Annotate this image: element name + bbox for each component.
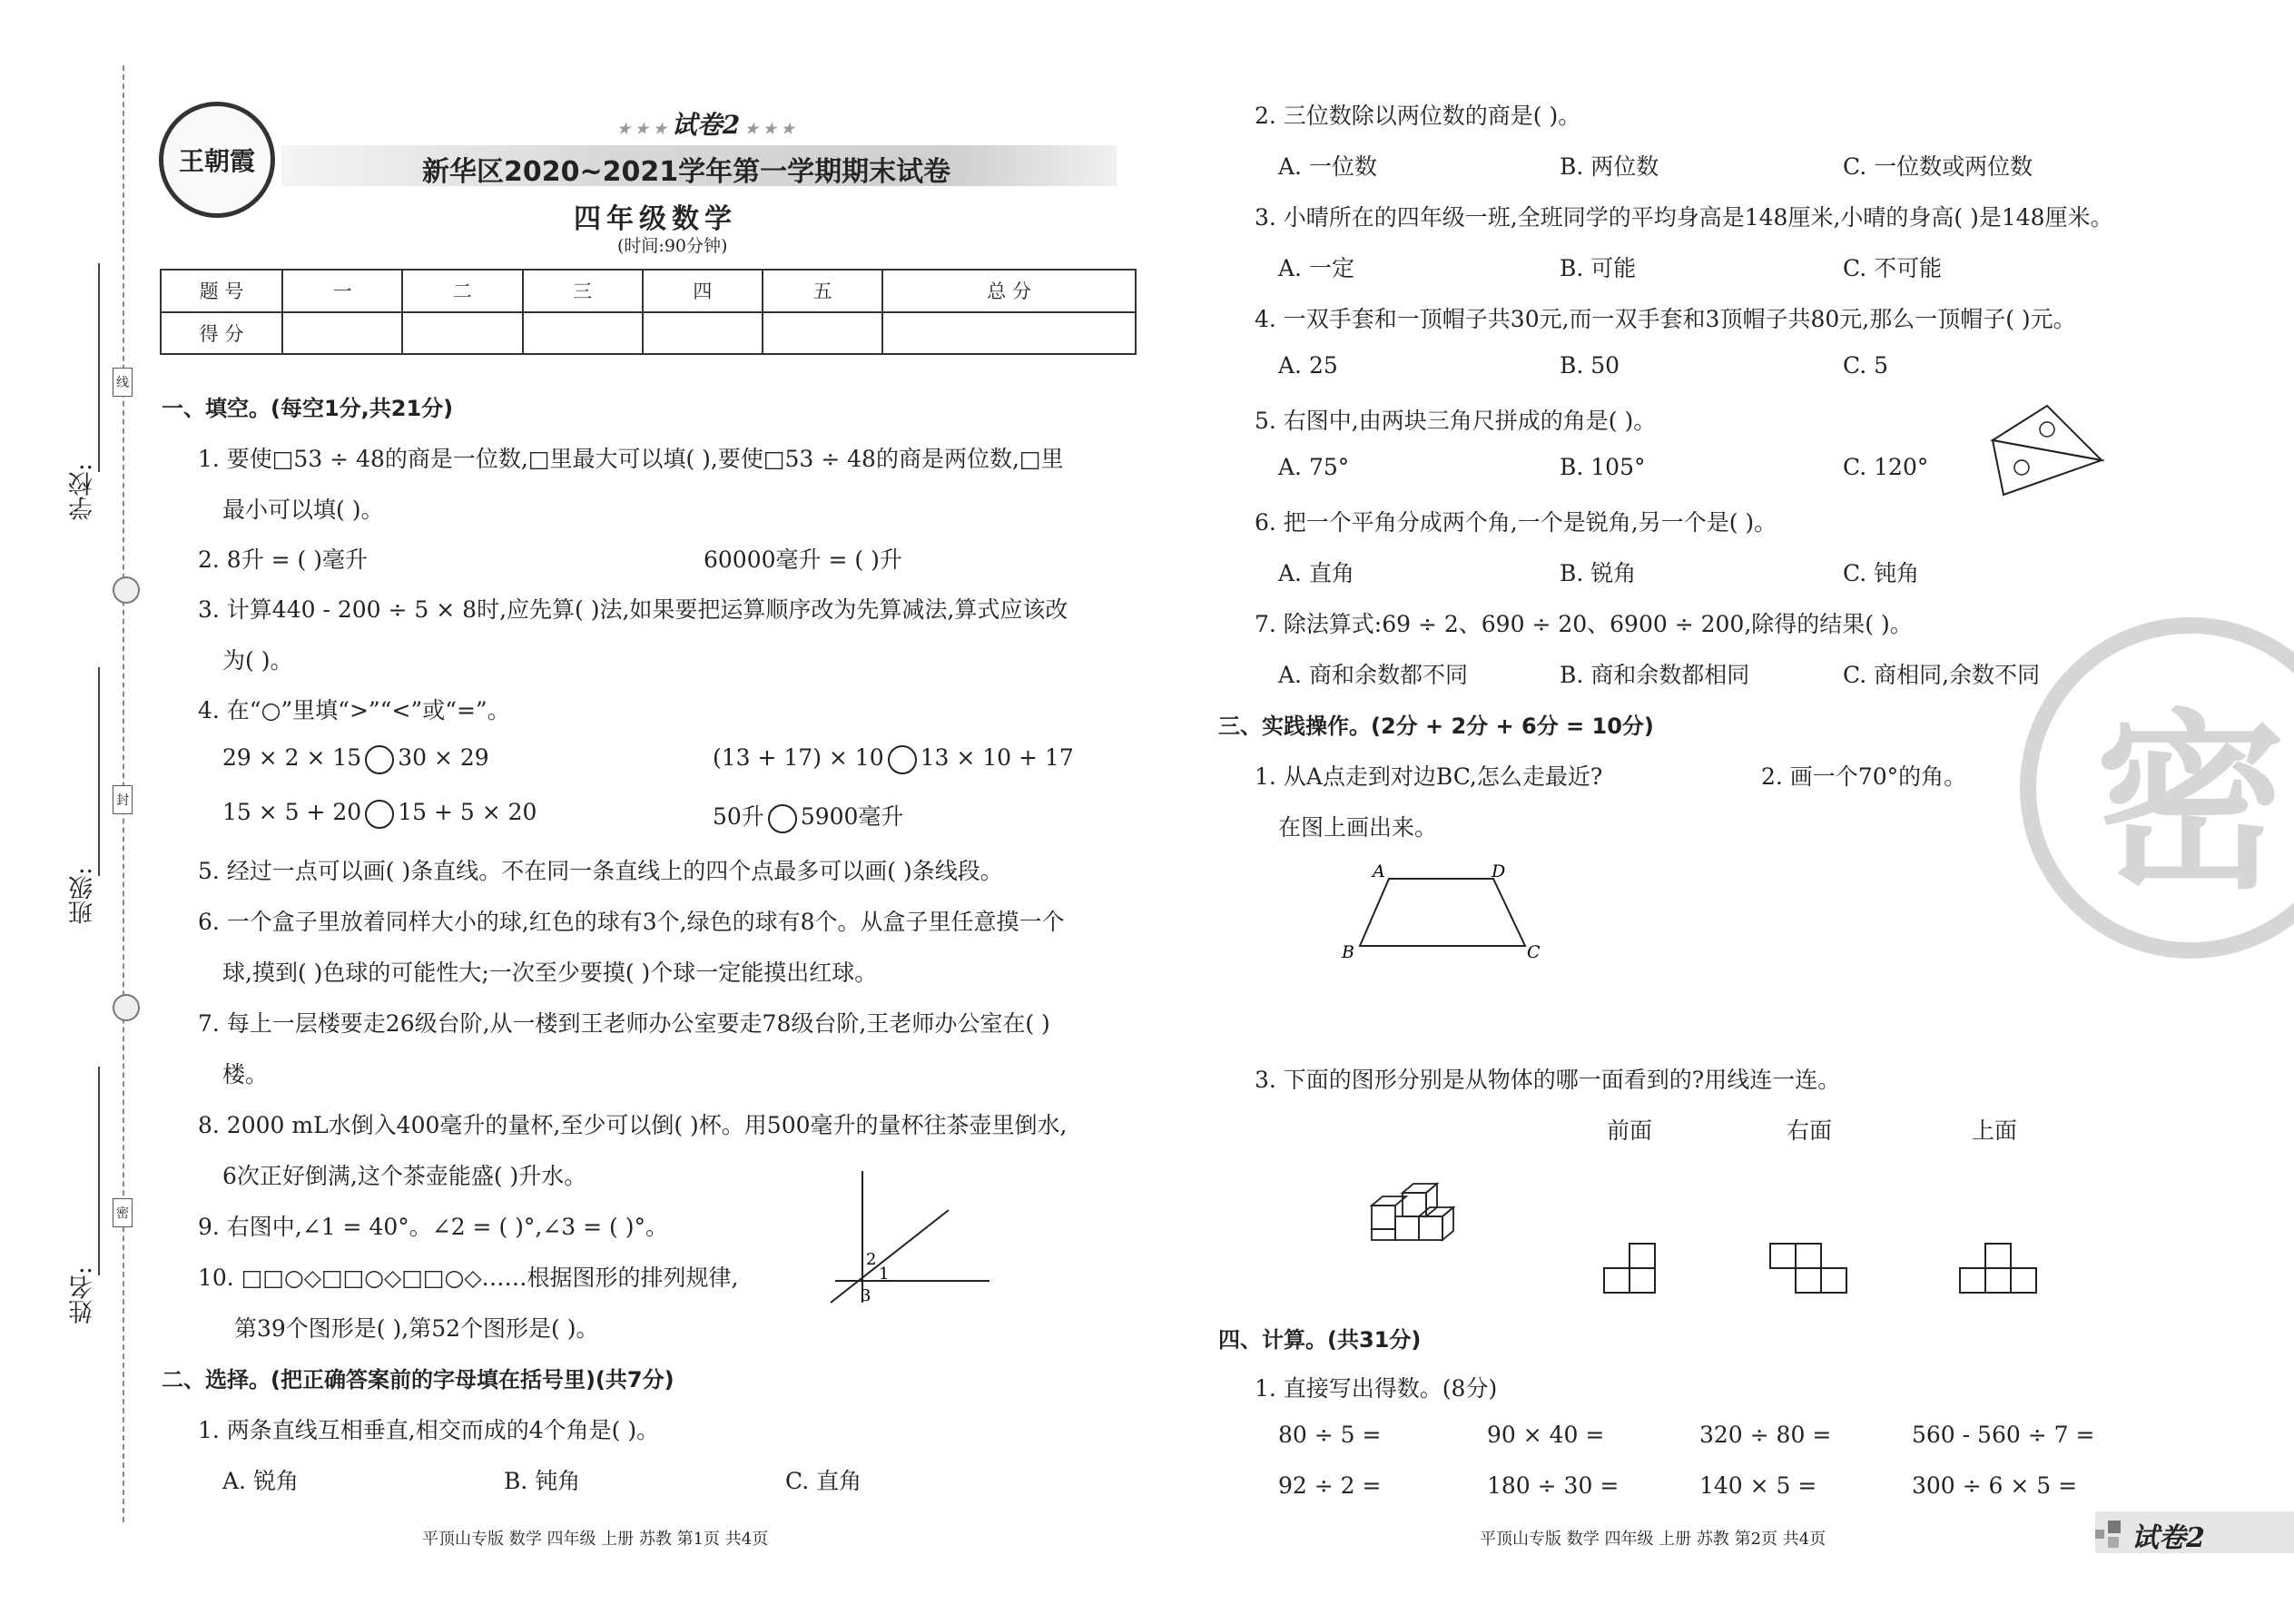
score-input-cell[interactable] [402, 312, 522, 355]
question-line: 2. 8升 = ( )毫升 [198, 546, 368, 573]
question-line: 1. 两条直线互相垂直,相交而成的4个角是( )。 [198, 1417, 660, 1443]
question-line: 4. 一双手套和一顶帽子共30元,而一双手套和3顶帽子共80元,那么一顶帽子( )元。 [1255, 306, 2076, 332]
option-a: A. 75° [1278, 454, 1350, 480]
ruler-triangle [1993, 406, 2102, 460]
logo-text: 王朝霞 [178, 146, 255, 176]
page-footer: 平顶山专版 数学 四年级 上册 苏教 第2页 共4页 [1480, 1530, 1826, 1549]
angle-label: 1 [879, 1265, 890, 1284]
table-cell: 二 [402, 270, 522, 312]
option-b: B. 可能 [1560, 255, 1637, 281]
question-line: 60000毫升 = ( )升 [704, 546, 902, 573]
question-line: 6. 把一个平角分成两个角,一个是锐角,另一个是( )。 [1255, 509, 1777, 536]
calc-item: 320 ÷ 80 = [1699, 1422, 1832, 1448]
school-label: 学校: [69, 463, 97, 521]
question-line: 第39个图形是( ),第52个图形是( )。 [234, 1315, 599, 1342]
vertex-label: A [1373, 861, 1385, 881]
option-b: B. 钝角 [504, 1468, 581, 1494]
question-line: 5. 右图中,由两块三角尺拼成的角是( )。 [1255, 408, 1657, 434]
option-c: C. 钝角 [1843, 560, 1920, 586]
exam-subtitle: 四年级数学 [574, 203, 737, 235]
option-b: B. 商和余数都相同 [1560, 662, 1750, 688]
score-input-cell[interactable] [882, 312, 1136, 355]
option-a: A. 锐角 [222, 1468, 299, 1494]
option-c: C. 直角 [785, 1468, 862, 1494]
option-c: C. 商相同,余数不同 [1843, 662, 2041, 688]
star-icon: ★ ★ ★ [740, 120, 794, 137]
star-icon: ★ ★ ★ [617, 120, 672, 137]
tab-label: 试卷2 [2132, 1522, 2205, 1554]
slanted-line [831, 1210, 949, 1303]
ruler-hole [2040, 422, 2054, 437]
question-line: 5. 经过一点可以画( )条直线。不在同一条直线上的四个点最多可以画( )条线段。 [198, 858, 1003, 884]
option-b: B. 105° [1560, 454, 1646, 480]
vertex-label: B [1342, 942, 1354, 962]
compare-item [713, 799, 903, 833]
score-input-cell[interactable] [282, 312, 402, 355]
option-c: C. 一位数或两位数 [1843, 153, 2033, 180]
option-b: B. 锐角 [1560, 560, 1637, 586]
calc-item: 80 ÷ 5 = [1278, 1422, 1382, 1448]
exam-time: (时间:90分钟) [617, 236, 728, 256]
calc-item: 180 ÷ 30 = [1487, 1472, 1620, 1499]
question-line: 球,摸到( )色球的可能性大;一次至少要摸( )个球一定能摸出红球。 [222, 960, 878, 986]
question-line: 1. 要使□53 ÷ 48的商是一位数,□里最大可以填( ),要使□53 ÷ 48的商是两位数,□里 [198, 446, 1064, 472]
compare-item [713, 744, 1074, 774]
table-cell: 总 分 [882, 270, 1136, 312]
score-input-cell[interactable] [763, 312, 882, 355]
question-line: 为( )。 [222, 647, 293, 674]
compare-left: 29 × 2 × 15 [222, 744, 362, 771]
trapezoid-figure[interactable] [1334, 855, 1552, 964]
option-c: C. 5 [1843, 352, 1889, 379]
ribbon-label: 试卷2 [671, 110, 741, 140]
page-footer: 平顶山专版 数学 四年级 上册 苏教 第1页 共4页 [422, 1530, 769, 1549]
compare-item [222, 799, 537, 829]
question-line: 10. □□○◇□□○◇□□○◇……根据图形的排列规律, [198, 1265, 739, 1291]
line-mark-mi: 密 [113, 1198, 133, 1227]
score-header-row [161, 270, 1136, 312]
seal-watermark [2020, 617, 2294, 959]
question-line: 3. 下面的图形分别是从物体的哪一面看到的?用线连一连。 [1255, 1067, 1841, 1093]
page-tab [2095, 1511, 2294, 1553]
top-view-shape[interactable] [1958, 1242, 2040, 1296]
angle-label: 2 [866, 1250, 877, 1269]
question-line: 3. 小晴所在的四年级一班,全班同学的平均身高是148厘米,小晴的身高( )是148厘米。 [1255, 204, 2113, 231]
option-b: B. 两位数 [1560, 153, 1659, 180]
cube-stack-figure [1366, 1169, 1475, 1251]
view-label-front: 前面 [1607, 1117, 1653, 1144]
section-3-title: 三、实践操作。(2分 + 2分 + 6分 = 10分) [1218, 714, 1654, 739]
score-table [160, 269, 1137, 355]
question-line: 6. 一个盒子里放着同样大小的球,红色的球有3个,绿色的球有8个。从盒子里任意摸一个 [198, 909, 1065, 935]
view-label-top: 上面 [1972, 1117, 2018, 1144]
question-line: 9. 右图中,∠1 = 40°。∠2 = ( )°,∠3 = ( )°。 [198, 1214, 668, 1240]
ruler-hole [2014, 460, 2029, 475]
compare-left: (13 + 17) × 10 [713, 744, 884, 771]
ruler-triangle [1993, 440, 2102, 495]
right-view-shape[interactable] [1768, 1242, 1850, 1296]
calc-item: 140 × 5 = [1699, 1472, 1817, 1499]
table-cell: 得 分 [161, 312, 282, 355]
option-a: A. 一位数 [1278, 153, 1377, 180]
seal-text: 密 [2094, 693, 2286, 915]
section-4-title: 四、计算。(共31分) [1218, 1327, 1422, 1353]
table-cell: 五 [763, 270, 882, 312]
view-label-right: 右面 [1787, 1117, 1833, 1144]
exam-title: 新华区2020~2021学年第一学期期末试卷 [422, 156, 951, 188]
question-line: 4. 在“○”里填“>”“<”或“=”。 [198, 697, 510, 723]
question-line: 2. 三位数除以两位数的商是( )。 [1255, 103, 1581, 129]
option-c: C. 120° [1843, 454, 1929, 480]
line-mark-feng: 封 [113, 785, 133, 814]
compare-right: 13 × 10 + 17 [920, 744, 1074, 771]
compare-circle[interactable] [365, 745, 394, 774]
table-cell: 三 [523, 270, 643, 312]
logo [159, 102, 275, 218]
option-a: A. 直角 [1278, 560, 1354, 586]
tab-square-icon [2108, 1521, 2121, 1533]
compare-left: 15 × 5 + 20 [222, 799, 362, 825]
tab-square-icon [2095, 1530, 2104, 1539]
vertex-label: D [1492, 861, 1506, 881]
question-line: 1. 从A点走到对边BC,怎么走最近? [1255, 763, 1603, 790]
triangle-rulers-figure [1984, 404, 2111, 499]
option-b: B. 50 [1560, 352, 1620, 379]
trapezoid-abcd [1360, 879, 1525, 946]
vertex-label: C [1527, 942, 1541, 962]
score-input-cell[interactable] [643, 312, 763, 355]
question-line: 6次正好倒满,这个茶壶能盛( )升水。 [222, 1163, 587, 1189]
table-cell: 一 [282, 270, 402, 312]
score-value-row [161, 312, 1136, 355]
compare-right: 5900毫升 [800, 803, 904, 830]
compare-right: 30 × 29 [398, 744, 489, 771]
class-underline [98, 667, 100, 876]
calc-item: 90 × 40 = [1487, 1422, 1605, 1448]
question-line: 3. 计算440 - 200 ÷ 5 × 8时,应先算( )法,如果要把运算顺序改为先算减法,算式应该改 [198, 596, 1068, 623]
compare-left: 50升 [713, 803, 764, 830]
calc-item: 560 - 560 ÷ 7 = [1912, 1422, 2095, 1448]
question-line: 2. 画一个70°的角。 [1761, 763, 1967, 790]
table-cell: 题 号 [161, 270, 282, 312]
compare-circle[interactable] [768, 804, 797, 833]
question-line: 8. 2000 mL水倒入400毫升的量杯,至少可以倒( )杯。用500毫升的量杯往茶壶里倒水, [198, 1112, 1068, 1138]
option-a: A. 商和余数都不同 [1278, 662, 1468, 688]
section-2-title: 二、选择。(把正确答案前的字母填在括号里)(共7分) [162, 1367, 674, 1393]
name-label: 姓名: [69, 1266, 97, 1324]
question-line: 7. 除法算式:69 ÷ 2、690 ÷ 20、6900 ÷ 200,除得的结果( )。 [1255, 611, 1913, 637]
option-a: A. 25 [1278, 352, 1338, 379]
binding-hole [113, 576, 140, 604]
name-underline [98, 1067, 100, 1275]
tab-square-icon [2108, 1537, 2119, 1548]
front-view-shape[interactable] [1602, 1242, 1659, 1296]
compare-right: 15 + 5 × 20 [398, 799, 537, 825]
compare-circle[interactable] [365, 800, 394, 829]
class-label: 班级: [69, 867, 97, 925]
question-line: 在图上画出来。 [1278, 814, 1438, 841]
paper-ribbon [617, 105, 794, 142]
line-mark-xian: 线 [113, 368, 133, 397]
calc-item: 300 ÷ 6 × 5 = [1912, 1472, 2078, 1499]
school-underline [98, 263, 100, 472]
question-line: 楼。 [222, 1061, 269, 1088]
binding-hole [113, 994, 140, 1021]
compare-circle[interactable] [888, 745, 917, 774]
question-line: 7. 每上一层楼要走26级台阶,从一楼到王老师办公室要走78级台阶,王老师办公室在( ) [198, 1010, 1050, 1037]
option-c: C. 不可能 [1843, 255, 1943, 281]
angle-label: 3 [861, 1286, 871, 1305]
question-line: 1. 直接写出得数。(8分) [1255, 1375, 1498, 1402]
question-line: 最小可以填( )。 [222, 497, 384, 523]
calc-item: 92 ÷ 2 = [1278, 1472, 1382, 1499]
compare-item [222, 744, 489, 774]
table-cell: 四 [643, 270, 763, 312]
score-input-cell[interactable] [523, 312, 643, 355]
section-1-title: 一、填空。(每空1分,共21分) [162, 396, 454, 421]
option-a: A. 一定 [1278, 255, 1354, 281]
angle-figure [817, 1166, 999, 1312]
